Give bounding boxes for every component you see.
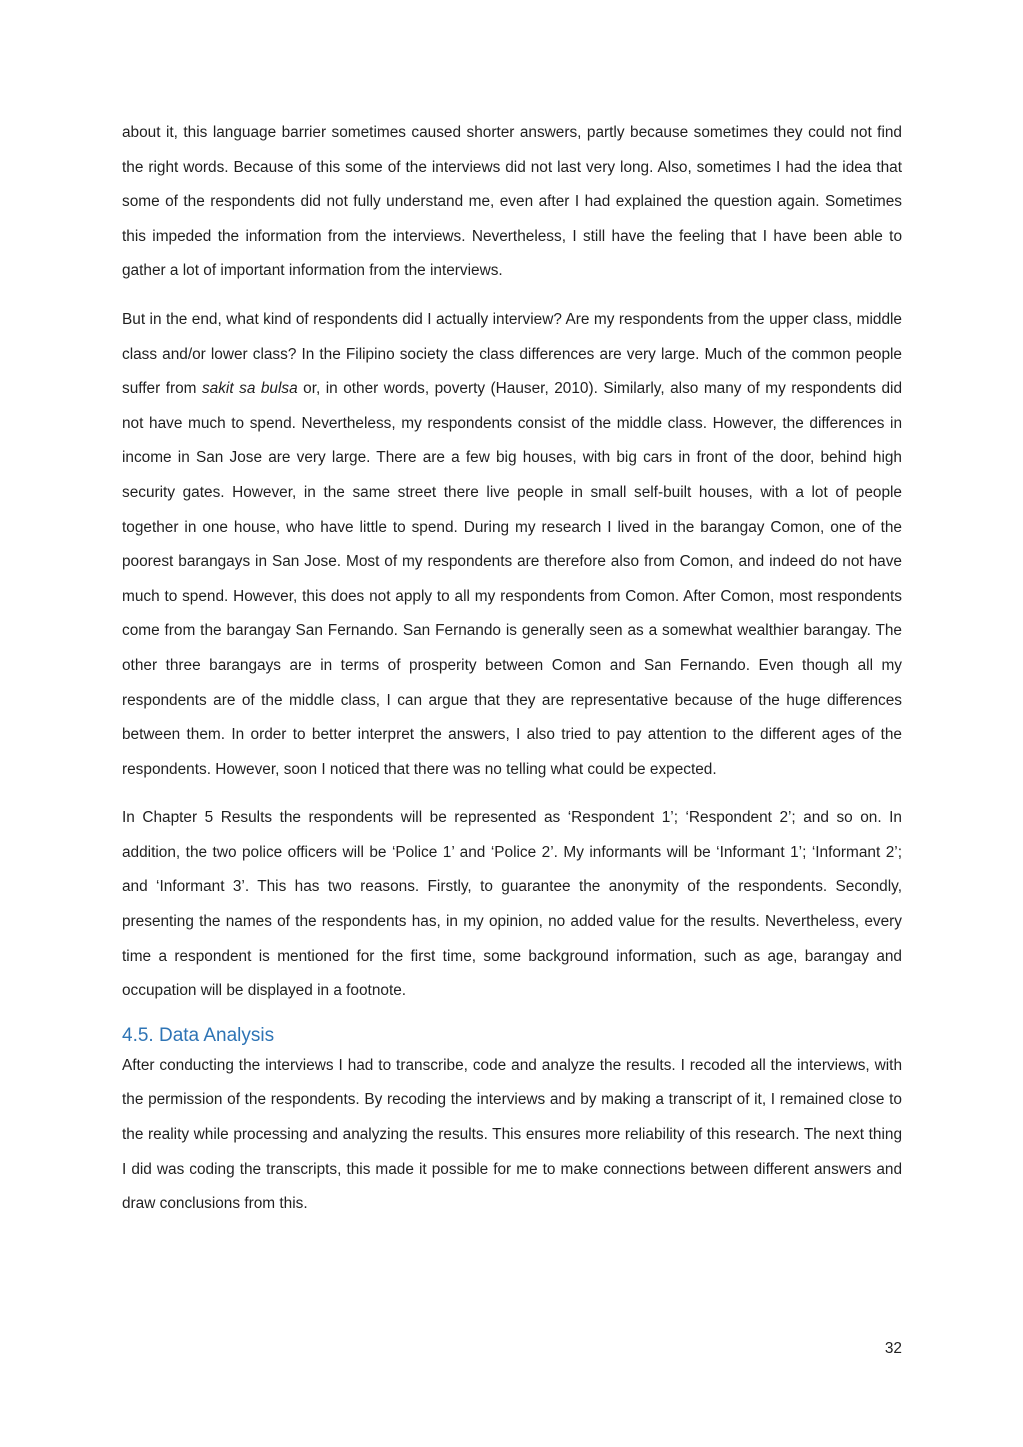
paragraph-respondents-class: [122, 303, 902, 787]
paragraph-language-barrier: about it, this language barrier sometimes caused shorter answers, partly because sometimes they could not find the right words. Because of this some of the interviews did not last very long. Also, sometimes I had the idea that some of the respondents did not fully understand me, even after I had explained the question again. Sometimes this impeded the information from the interviews. Nevertheless, I still have the feeling that I have been able to gather a lot of important information from the interviews.: [122, 124, 902, 280]
paragraph-data-analysis: After conducting the interviews I had to transcribe, code and analyze the results. I recoded all the interviews, with the permission of the respondents. By recoding the interviews and by making a transcript of it, I remained close to the reality while processing and analyzing the results. This ensures more reliability of this research. The next thing I did was coding the transcripts, this made it possible for me to make connections between different answers and draw conclusions from this.: [122, 1056, 902, 1213]
document-body: [122, 116, 902, 1222]
section-heading-data-analysis: 4.5. Data Analysis: [122, 1024, 275, 1046]
page-number: 32: [884, 1340, 902, 1357]
italic-term: sakit sa bulsa: [201, 380, 298, 398]
paragraph-text-after-italic: or, in other words, poverty (Hauser, 2010). Similarly, also many of my respondents did not have much to spend. Nevertheless, my respondents consist of the middle class. However, the differences in income in San Jose are very large. There are a few big houses, with big cars in front of the door, behind high security gates. However, in the same street there live people in small self-built houses, with a lot of people together in one house, who have little to spend. During my research I lived in the barangay Comon, one of the poorest barangays in San Jose. Most of my respondents are therefore also from Comon, and indeed do not have much to spend. However, this does not apply to all my respondents from Comon. After Comon, most respondents come from the barangay San Fernando. San Fernando is generally seen as a somewhat wealthier barangay. The other three barangays are in terms of prosperity between Comon and San Fernando. Even though all my respondents are of the middle class, I can argue that they are representative because of the huge differences between them. In order to better interpret the answers, I also tried to pay attention to the different ages of the respondents. However, soon I noticed that there was no telling what could be expected.: [122, 380, 903, 778]
paragraph-text-before-italic: But in the end, what kind of respondents did I actually interview? Are my respondents from the upper class, middle class and/or lower class? In the Filipino society the class differences are very large. Much of the common people suffer from: [122, 310, 902, 398]
paragraph-respondent-naming: In Chapter 5 Results the respondents will be represented as ‘Respondent 1’; ‘Respondent 2’; and so on. In addition, the two police officers will be ‘Police 1’ and ‘Police 2’. My informants will be ‘Informant 1’; ‘Informant 2’; and ‘Informant 3’. This has two reasons. Firstly, to guarantee the anonymity of the respondents. Secondly, presenting the names of the respondents has, in my opinion, no added value for the results. Nevertheless, every time a respondent is mentioned for the first time, some background information, such as age, barangay and occupation will be displayed in a footnote.: [122, 809, 902, 1000]
